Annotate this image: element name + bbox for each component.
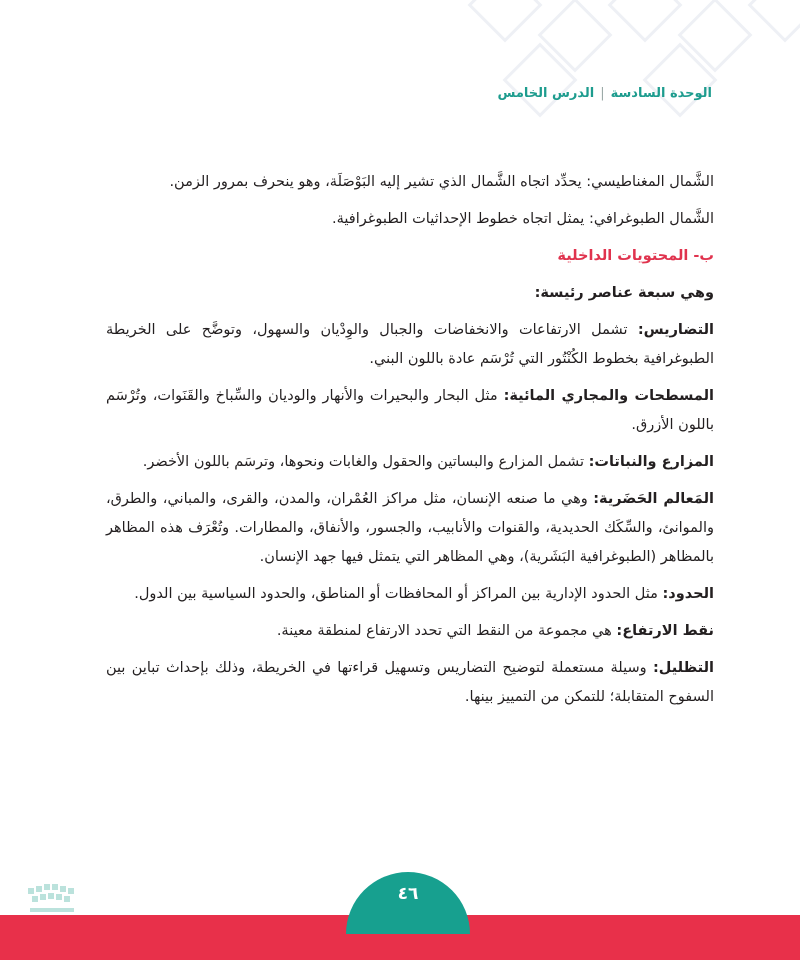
element-term: الحدود:: [662, 586, 714, 602]
element-item: [106, 485, 714, 572]
element-text: وهي ما صنعه الإنسان، مثل مراكز العُمْران، والمدن، والقرى، والمباني، والطرق، والموانئ، والسِّكَك الحديدية، والقنوات والأنابيب، والجسور، والأنفاق، والمطارات. وتُعْرَف هذه المظاهر بالمظاهر (الطبوغرافية البَشَرية)، وهي المظاهر التي يتمثل فيها جهد الإنسان.: [106, 491, 714, 565]
section-heading: ب- المحتويات الداخلية: [557, 248, 714, 264]
section-intro: وهي سبعة عناصر رئيسة:: [534, 285, 714, 301]
lesson-label: الدرس الخامس: [497, 86, 595, 101]
header-separator: |: [600, 86, 605, 101]
page-number: ٤٦: [397, 884, 419, 904]
paragraph-topographic-north: الشَّمال الطبوغرافي: يمثل اتجاه خطوط الإحداثيات الطبوغرافية.: [332, 211, 714, 227]
element-text: تشمل الارتفاعات والانخفاضات والجبال والوِدْيان والسهول، وتوضَّح على الخريطة الطبوغرافية بخطوط الكُنْتُور التي تُرْسَم عادة باللون البني.: [106, 322, 714, 367]
element-text: وسيلة مستعملة لتوضيح التضاريس وتسهيل قراءتها في الخريطة، وذلك بإحداث تباين بين السفوح المتقابلة؛ للتمكن من التمييز بينها.: [106, 660, 714, 705]
element-text: مثل الحدود الإدارية بين المراكز أو المحافظات أو المناطق، والحدود السياسية بين الدول.: [134, 586, 663, 602]
element-term: نقط الارتفاع:: [616, 623, 714, 639]
element-term: التضاريس:: [637, 322, 714, 338]
paragraph-magnetic-north: الشَّمال المغناطيسي: يحدِّد اتجاه الشَّمال الذي تشير إليه البَوْصَلَة، وهو ينحرف بمرور الزمن.: [169, 174, 714, 190]
element-item: [106, 382, 714, 440]
element-item: [106, 580, 714, 609]
element-term: التظليل:: [652, 660, 714, 676]
decorative-pattern: [440, 0, 800, 130]
element-item: [106, 316, 714, 374]
element-item: [106, 654, 714, 712]
page-body: [106, 168, 714, 720]
element-item: [106, 617, 714, 646]
element-text: مثل البحار والبحيرات والأنهار والوديان والسِّباخ والقَنَوات، وتُرْسَم باللون الأزرق.: [106, 388, 714, 433]
element-term: المَعالم الحَضَرية:: [593, 491, 714, 507]
unit-label: الوحدة السادسة: [610, 86, 712, 101]
element-item: [106, 448, 714, 477]
running-header: [497, 86, 712, 101]
element-term: المزارع والنباتات:: [588, 454, 714, 470]
ministry-logo-icon: [20, 880, 90, 920]
element-text: تشمل المزارع والبساتين والحقول والغابات ونحوها، وترسَم باللون الأخضر.: [142, 454, 589, 470]
element-text: هي مجموعة من النقط التي تحدد الارتفاع لمنطقة معينة.: [276, 623, 617, 639]
element-term: المسطحات والمجاري المائية:: [503, 388, 714, 404]
